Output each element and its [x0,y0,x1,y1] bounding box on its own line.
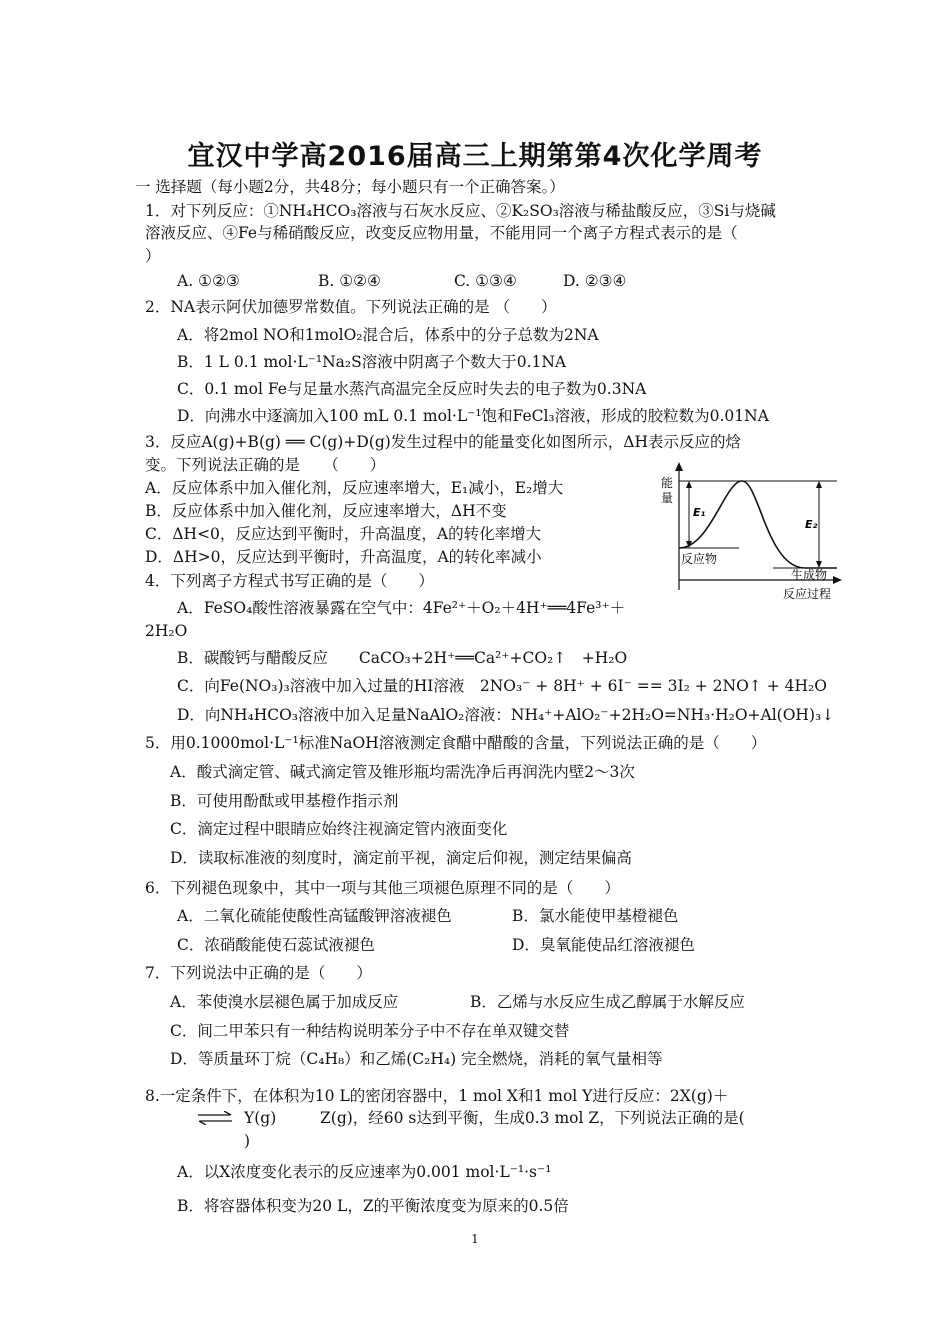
e1-arrow [686,481,692,548]
q6-stem: 6．下列褪色现象中，其中一项与其他三项褪色原理不同的是（ ） [145,879,620,897]
product-label: 生成物 [791,568,828,582]
q8-stem-line2b: Z(g)，经60 s达到平衡，生成0.3 mol Z，下列说法正确的是( [320,1109,745,1127]
y-label-2: 量 [661,491,674,505]
q8-stem-line3: ) [244,1132,251,1150]
q5-option-a: A．酸式滴定管、碱式滴定管及锥形瓶均需洗净后再润洗内壁2～3次 [170,763,635,781]
equilibrium-arrow-icon [196,1111,234,1125]
reactant-label: 反应物 [681,552,718,566]
q7-option-a: A．苯使溴水层褪色属于加成反应 [170,993,399,1011]
q3-option-c: C．ΔH<0，反应达到平衡时，升高温度，A的转化率增大 [145,525,542,543]
q1-option-d: D. ②③④ [563,272,627,290]
section-heading: 一 选择题（每小题2分，共48分；每小题只有一个正确答案。） [135,178,565,196]
q2-option-a: A．将2mol NO和1molO₂混合后，体系中的分子总数为2NA [177,326,599,344]
q2-option-d: D．向沸水中逐滴加入100 mL 0.1 mol·L⁻¹饱和FeCl₃溶液，形成的胶粒数为0.01NA [177,407,769,425]
q4-option-a-line1: A．FeSO₄酸性溶液暴露在空气中：4Fe²⁺＋O₂＋4H⁺══4Fe³⁺＋ [177,599,626,617]
q6-option-a: A．二氧化硫能使酸性高锰酸钾溶液褪色 [177,907,452,925]
q6-option-c: C．浓硝酸能使石蕊试液褪色 [177,936,375,954]
q2-option-c: C．0.1 mol Fe与足量水蒸汽高温完全反应时失去的电子数为0.3NA [177,380,647,398]
q4-option-b: B．碳酸钙与醋酸反应 CaCO₃+2H⁺══Ca²⁺+CO₂↑ +H₂O [177,649,628,667]
q5-option-b: B．可使用酚酞或甲基橙作指示剂 [170,792,399,810]
q6-option-b: B．氯水能使甲基橙褪色 [512,907,679,925]
q5-option-d: D．读取标准液的刻度时，滴定前平视，滴定后仰视，测定结果偏高 [170,849,632,867]
q7-option-b: B．乙烯与水反应生成乙醇属于水解反应 [470,993,745,1011]
q2-option-b: B．1 L 0.1 mol·L⁻¹Na₂S溶液中阴离子个数大于0.1NA [177,353,567,371]
q5-option-c: C．滴定过程中眼睛应始终注视滴定管内液面变化 [170,820,508,838]
q3-option-b: B．反应体系中加入催化剂，反应速率增大，ΔH不变 [145,502,507,520]
e2-label: E₂ [805,518,818,531]
q1-stem-line1: 1．对下列反应：①NH₄HCO₃溶液与石灰水反应、②K₂SO₃溶液与稀盐酸反应，③Si与烧碱 [145,202,776,220]
q8-option-a: A．以X浓度变化表示的反应速率为0.001 mol·L⁻¹·s⁻¹ [177,1163,552,1181]
page-title: 宜汉中学高2016届高三上期第第4次化学周考 [187,141,763,172]
page-number: 1 [471,1232,479,1246]
q1-stem-line3: ） [145,247,161,265]
q7-option-d: D．等质量环丁烷（C₄H₈）和乙烯(C₂H₄) 完全燃烧，消耗的氧气量相等 [170,1050,663,1068]
q8-stem-line1: 8.一定条件下，在体积为10 L的密闭容器中，1 mol X和1 mol Y进行反应：2X(g)＋ [145,1087,729,1105]
q5-stem: 5．用0.1000mol·L⁻¹标准NaOH溶液测定食醋中醋酸的含量，下列说法正确的是（ ） [145,734,767,752]
y-label-1: 能 [661,476,674,490]
q6-option-d: D．臭氧能使品红溶液褪色 [512,936,695,954]
q7-stem: 7．下列说法中正确的是（ ） [145,964,372,982]
q4-option-c: C．向Fe(NO₃)₃溶液中加入过量的HI溶液 2NO₃⁻ + 8H⁺ + 6I⁻ == 3I₂ + 2NO↑ + 4H₂O [177,677,827,695]
energy-diagram [655,462,845,604]
q3-option-a: A．反应体系中加入催化剂，反应速率增大，E₁减小，E₂增大 [145,479,564,497]
q7-option-c: C．间二甲苯只有一种结构说明苯分子中不存在单双键交替 [170,1022,570,1040]
q1-stem-line2: 溶液反应、④Fe与稀硝酸反应，改变反应物用量，不能用同一个离子方程式表示的是（ [145,224,738,242]
q3-stem-line1: 3．反应A(g)+B(g) ══ C(g)+D(g)发生过程中的能量变化如图所示，ΔH表示反应的焓 [145,433,742,451]
q2-stem: 2．NA表示阿伏加德罗常数值。下列说法正确的是 （ ） [145,298,557,316]
e1-label: E₁ [693,506,706,519]
q4-stem: 4．下列离子方程式书写正确的是（ ） [145,572,434,590]
q8-stem-line2a: Y(g) [244,1109,277,1127]
q1-option-a: A. ①②③ [177,272,240,290]
x-axis-label: 反应过程 [783,587,832,601]
q8-option-b: B．将容器体积变为20 L，Z的平衡浓度变为原来的0.5倍 [177,1197,569,1215]
q4-option-a-line2: 2H₂O [145,622,188,640]
q1-option-c: C. ①③④ [454,272,517,290]
q3-stem-line2: 变。下列说法正确的是 （ ） [145,456,386,474]
q3-option-d: D．ΔH>0，反应达到平衡时，升高温度，A的转化率减小 [145,548,542,566]
q4-option-d: D．向NH₄HCO₃溶液中加入足量NaAlO₂溶液：NH₄⁺+AlO₂⁻+2H₂O=NH₃·H₂O+Al(OH)₃↓ [177,706,835,724]
q1-option-b: B. ①②④ [318,272,381,290]
